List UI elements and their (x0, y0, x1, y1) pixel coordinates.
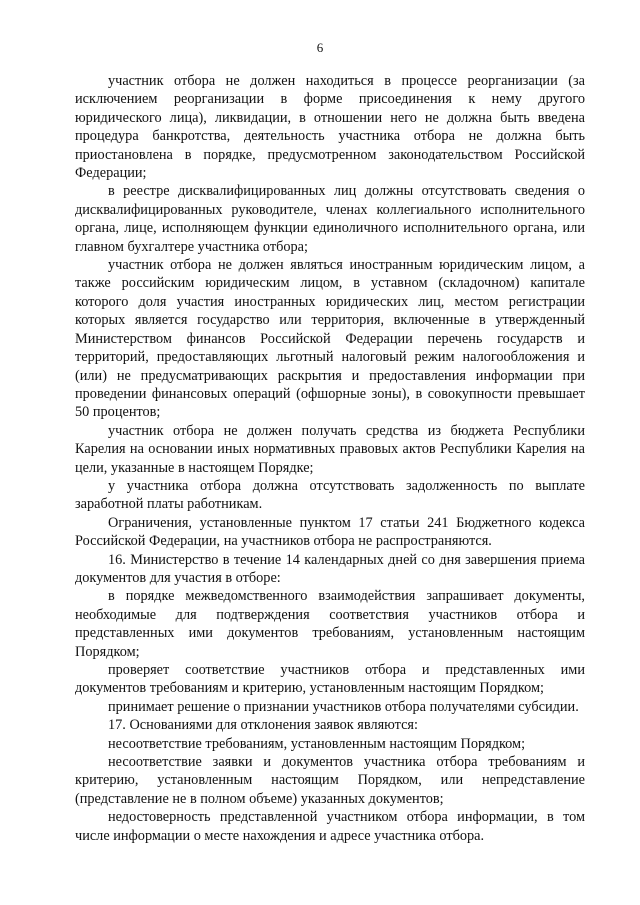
document-body (75, 72, 585, 845)
paragraph: у участника отбора должна отсутствовать задолженность по выплате заработной платы работникам. (75, 477, 585, 513)
paragraph: участник отбора не должен находиться в процессе реорганизации (за исключением реорганизации в форме присоединения к нему другого юридического лица), ликвидации, в отношении него не должна быть введена процедура банкротства, деятельность участника отбора не должна быть приостановлена в порядке, предусмотренном законодательством Российской Федерации; (75, 73, 585, 182)
paragraph: несоответствие заявки и документов участника отбора требованиям и критерию, установленным настоящим Порядком, или непредставление (представление не в полном объеме) указанных документов; (75, 754, 585, 807)
page-number: 6 (316, 40, 324, 55)
paragraph: проверяет соответствие участников отбора и представленных ими документов требованиям и критерию, установленным настоящим Порядком; (75, 662, 585, 697)
paragraph: в порядке межведомственного взаимодействия запрашивает документы, необходимые для подтверждения соответствия участников отбора и представленных ими документов требованиям, установленным настоящим Порядком; (75, 588, 585, 660)
paragraph: Ограничения, установленные пунктом 17 статьи 241 Бюджетного кодекса Российской Федерации, на участников отбора не распространяются. (75, 514, 585, 550)
paragraph: 17. Основаниями для отклонения заявок являются: (108, 717, 418, 734)
paragraph: недостоверность представленной участником отбора информации, в том числе информации о месте нахождения и адресе участника отбора. (75, 809, 585, 844)
paragraph: несоответствие требованиям, установленным настоящим Порядком; (108, 735, 526, 752)
paragraph: 16. Министерство в течение 14 календарных дней со дня завершения приема документов для участия в отборе: (75, 551, 585, 586)
paragraph: участник отбора не должен являться иностранным юридическим лицом, а также российским юридическим лицом, в уставном (складочном) капитале которого доля участия иностранных юридических лиц, местом регистрации которых является государство или территория, включенные в утвержденный Министерством финансов Российской Федерации перечень государств и территорий, предоставляющих льготный налоговый режим налогообложения и (или) не предусматривающих раскрытия и предоставления информации при проведении финансовых операций (офшорные зоны), в совокупности превышает 50 процентов; (75, 257, 585, 421)
paragraph: принимает решение о признании участников отбора получателями субсидии. (108, 698, 579, 715)
paragraph: в реестре дисквалифицированных лиц должны отсутствовать сведения о дисквалифицированных руководителе, членах коллегиального исполнительного органа, лице, исполняющем функции единоличного исполнительного органа, или главном бухгалтере участника отбора; (75, 183, 585, 255)
paragraph: участник отбора не должен получать средства из бюджета Республики Карелия на основании иных нормативных правовых актов Республики Карелия на цели, указанные в настоящем Порядке; (75, 422, 585, 476)
